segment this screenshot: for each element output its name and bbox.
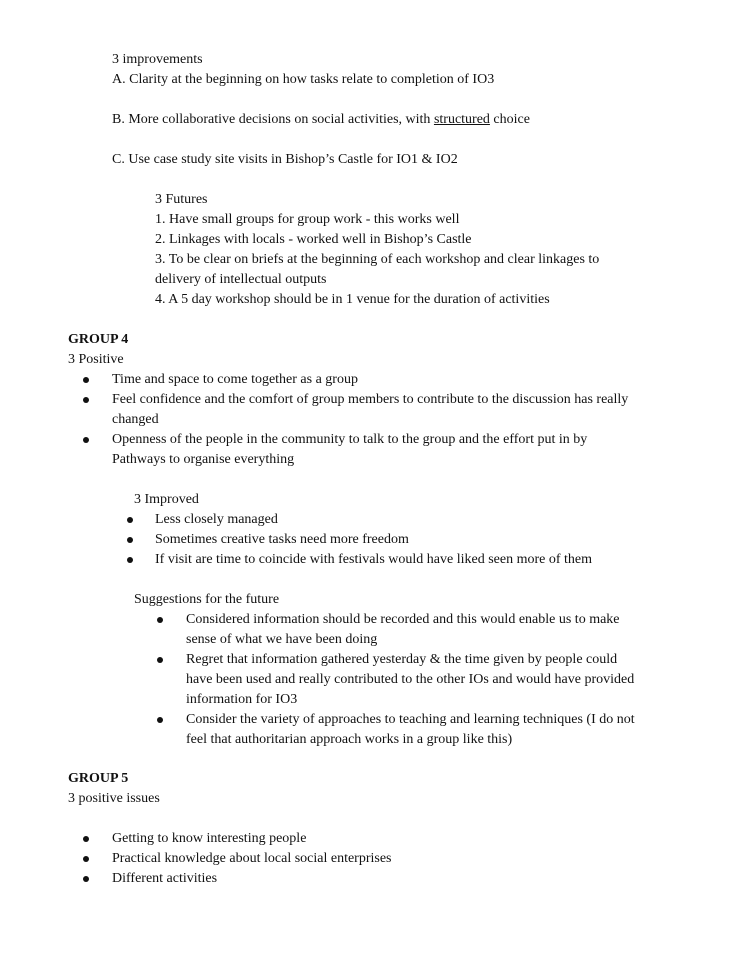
group-4-suggestion-2-line-2: have been used and really contributed to the other IOs and would have provided: [186, 672, 635, 687]
bullet-icon: [157, 717, 163, 723]
group-5-title: GROUP 5: [68, 771, 129, 786]
group-4-improved-1: Less closely managed: [155, 512, 278, 527]
group-5-item-2: Practical knowledge about local social enterprises: [112, 851, 392, 866]
futures-item-4: 4. A 5 day workshop should be in 1 venue for the duration of activities: [155, 292, 550, 307]
bullet-icon: [127, 537, 133, 543]
futures-item-3-line-1: 3. To be clear on briefs at the beginning of each workshop and clear linkages to: [155, 252, 600, 267]
futures-item-1: 1. Have small groups for group work - this works well: [155, 212, 460, 227]
group-4-positive-heading: 3 Positive: [68, 352, 124, 367]
improvement-a: A. Clarity at the beginning on how tasks relate to completion of IO3: [112, 72, 495, 87]
bullet-icon: [127, 557, 133, 563]
group-5-item-1: Getting to know interesting people: [112, 831, 307, 846]
bullet-icon: [83, 876, 89, 882]
bullet-icon: [83, 377, 89, 383]
futures-item-2: 2. Linkages with locals - worked well in Bishop’s Castle: [155, 232, 472, 247]
bullet-icon: [83, 856, 89, 862]
bullet-icon: [127, 517, 133, 523]
improvement-c: C. Use case study site visits in Bishop’s Castle for IO1 & IO2: [112, 152, 458, 167]
improvements-heading: 3 improvements: [112, 52, 203, 67]
improvement-b: [112, 110, 530, 130]
group-4-positive-2-line-1: Feel confidence and the comfort of group members to contribute to the discussion has really: [112, 392, 629, 407]
group-4-positive-3-line-1: Openness of the people in the community to talk to the group and the effort put in by: [112, 432, 588, 447]
bullet-icon: [83, 397, 89, 403]
bullet-icon: [83, 836, 89, 842]
group-4-title: GROUP 4: [68, 332, 129, 347]
improvement-b-pre: B. More collaborative decisions on social activities, with: [112, 112, 434, 127]
group-4-improved-3: If visit are time to coincide with festivals would have liked seen more of them: [155, 552, 592, 567]
futures-heading: 3 Futures: [155, 192, 208, 207]
group-4-positive-3-line-2: Pathways to organise everything: [112, 452, 295, 467]
group-4-suggestion-3-line-1: Consider the variety of approaches to teaching and learning techniques (I do not: [186, 712, 635, 727]
group-4-suggestion-1-line-2: sense of what we have been doing: [186, 632, 378, 647]
group-4-improved-2: Sometimes creative tasks need more freedom: [155, 532, 409, 547]
group-4-improved-heading: 3 Improved: [134, 492, 199, 507]
group-4-suggestion-3-line-2: feel that authoritarian approach works in a group like this): [186, 732, 513, 747]
group-4-positive-2-line-2: changed: [112, 412, 159, 427]
group-4-suggestion-1-line-1: Considered information should be recorded and this would enable us to make: [186, 612, 620, 627]
futures-item-3-line-2: delivery of intellectual outputs: [155, 272, 327, 287]
group-5-positive-heading: 3 positive issues: [68, 791, 160, 806]
improvement-b-underlined: structured: [433, 112, 490, 127]
group-4-suggestions-heading: Suggestions for the future: [134, 592, 280, 607]
group-4-suggestion-2-line-1: Regret that information gathered yesterday & the time given by people could: [186, 652, 618, 667]
improvement-b-post: choice: [489, 112, 530, 127]
group-4-positive-1: Time and space to come together as a group: [112, 372, 358, 387]
bullet-icon: [83, 437, 89, 443]
bullet-icon: [157, 617, 163, 623]
bullet-icon: [157, 657, 163, 663]
group-4-suggestion-2-line-3: information for IO3: [186, 692, 298, 707]
group-5-item-3: Different activities: [112, 871, 218, 886]
